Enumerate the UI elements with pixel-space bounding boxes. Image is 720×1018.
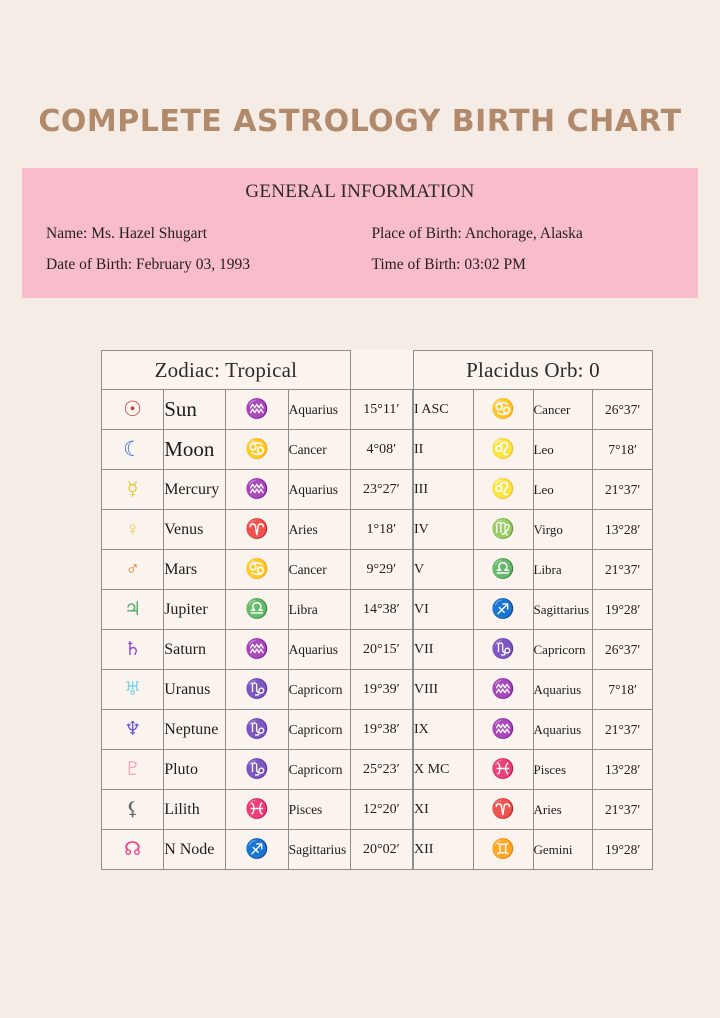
sign-glyph-icon: ♌ — [473, 430, 533, 470]
planet-glyph-icon: ☾ — [102, 430, 164, 470]
sign-name: Leo — [533, 470, 593, 510]
sign-name: Libra — [533, 550, 593, 590]
planet-glyph-icon: ♀ — [102, 510, 164, 550]
house-number: VII — [414, 630, 474, 670]
general-information-fields — [22, 225, 698, 273]
table-row — [414, 590, 653, 630]
table-row — [414, 550, 653, 590]
house-number: XI — [414, 790, 474, 830]
degree-value: 14°38′ — [350, 590, 412, 630]
degree-value: 19°39′ — [350, 670, 412, 710]
degree-value: 21°37′ — [593, 550, 653, 590]
info-value-place: Anchorage, Alaska — [464, 225, 583, 242]
sign-glyph-icon: ♑ — [473, 630, 533, 670]
planet-glyph-icon: ♆ — [102, 710, 164, 750]
info-value-name: Ms. Hazel Shugart — [91, 225, 207, 242]
sign-name: Capricorn — [288, 710, 350, 750]
table-row — [102, 510, 413, 550]
sign-name: Sagittarius — [533, 590, 593, 630]
sign-glyph-icon: ♎ — [226, 590, 288, 630]
sign-name: Gemini — [533, 830, 593, 870]
sign-glyph-icon: ♈ — [226, 510, 288, 550]
degree-value: 26°37′ — [593, 630, 653, 670]
degree-value: 1°18′ — [350, 510, 412, 550]
general-information-panel — [22, 168, 698, 298]
sign-name: Cancer — [288, 430, 350, 470]
houses-table — [413, 350, 653, 870]
table-row — [414, 790, 653, 830]
table-row — [102, 470, 413, 510]
table-row — [414, 750, 653, 790]
page-title: COMPLETE ASTROLOGY BIRTH CHART — [38, 104, 682, 139]
table-row — [414, 830, 653, 870]
degree-value: 20°02′ — [350, 830, 412, 870]
degree-value: 19°38′ — [350, 710, 412, 750]
table-row — [102, 630, 413, 670]
degree-value: 20°15′ — [350, 630, 412, 670]
house-number: II — [414, 430, 474, 470]
sign-glyph-icon: ♑ — [226, 710, 288, 750]
table-row — [414, 670, 653, 710]
table-row — [102, 590, 413, 630]
sign-glyph-icon: ♒ — [226, 470, 288, 510]
sign-name: Aquarius — [533, 670, 593, 710]
sign-glyph-icon: ♐ — [473, 590, 533, 630]
info-label-time: Time of Birth: — [371, 256, 461, 274]
sign-name: Libra — [288, 590, 350, 630]
planet-name: Neptune — [164, 710, 226, 750]
planet-name: Pluto — [164, 750, 226, 790]
house-number: IV — [414, 510, 474, 550]
info-label-name: Name: — [46, 225, 88, 242]
table-row — [102, 550, 413, 590]
planet-name: Uranus — [164, 670, 226, 710]
houses-table-header: Placidus Orb: 0 — [414, 351, 653, 390]
planet-name: N Node — [164, 830, 226, 870]
table-row — [414, 710, 653, 750]
sign-glyph-icon: ♐ — [226, 830, 288, 870]
sign-glyph-icon: ♓ — [226, 790, 288, 830]
planet-name: Saturn — [164, 630, 226, 670]
planet-glyph-icon: ⚸ — [102, 790, 164, 830]
info-label-date: Date of Birth: — [46, 256, 133, 274]
degree-value: 25°23′ — [350, 750, 412, 790]
house-number: XII — [414, 830, 474, 870]
sign-glyph-icon: ♎ — [473, 550, 533, 590]
house-number: I ASC — [414, 390, 474, 430]
planet-name: Mars — [164, 550, 226, 590]
sign-name: Virgo — [533, 510, 593, 550]
sign-glyph-icon: ♓ — [473, 750, 533, 790]
table-row — [414, 470, 653, 510]
sign-glyph-icon: ♑ — [226, 670, 288, 710]
sign-name: Aquarius — [533, 710, 593, 750]
planet-glyph-icon: ♇ — [102, 750, 164, 790]
degree-value: 15°11′ — [350, 390, 412, 430]
sign-name: Capricorn — [288, 750, 350, 790]
planets-table-header: Zodiac: Tropical — [102, 351, 351, 390]
sign-glyph-icon: ♒ — [473, 710, 533, 750]
degree-value: 4°08′ — [350, 430, 412, 470]
degree-value: 21°37′ — [593, 790, 653, 830]
table-row — [102, 750, 413, 790]
sign-name: Aquarius — [288, 630, 350, 670]
planet-glyph-icon: ☉ — [102, 390, 164, 430]
sign-name: Aries — [288, 510, 350, 550]
sign-name: Aquarius — [288, 470, 350, 510]
planet-glyph-icon: ☊ — [102, 830, 164, 870]
sign-glyph-icon: ♌ — [473, 470, 533, 510]
degree-value: 23°27′ — [350, 470, 412, 510]
degree-value: 21°37′ — [593, 710, 653, 750]
info-field-date — [46, 256, 347, 273]
planet-name: Moon — [164, 430, 226, 470]
sign-glyph-icon: ♊ — [473, 830, 533, 870]
sign-glyph-icon: ♋ — [473, 390, 533, 430]
sign-glyph-icon: ♑ — [226, 750, 288, 790]
sign-name: Sagittarius — [288, 830, 350, 870]
planet-name: Mercury — [164, 470, 226, 510]
degree-value: 21°37′ — [593, 470, 653, 510]
planet-name: Jupiter — [164, 590, 226, 630]
planet-glyph-icon: ♂ — [102, 550, 164, 590]
degree-value: 26°37′ — [593, 390, 653, 430]
planet-glyph-icon: ♄ — [102, 630, 164, 670]
sign-glyph-icon: ♈ — [473, 790, 533, 830]
degree-value: 7°18′ — [593, 670, 653, 710]
info-field-time — [347, 256, 674, 273]
table-row — [102, 430, 413, 470]
table-row — [102, 670, 413, 710]
planets-table — [101, 350, 413, 870]
planet-name: Venus — [164, 510, 226, 550]
info-value-date: February 03, 1993 — [135, 256, 251, 274]
house-number: VI — [414, 590, 474, 630]
info-field-place — [347, 225, 674, 242]
degree-value: 13°28′ — [593, 750, 653, 790]
planet-name: Lilith — [164, 790, 226, 830]
house-number: VIII — [414, 670, 474, 710]
table-row — [414, 510, 653, 550]
table-row — [102, 710, 413, 750]
sign-name: Capricorn — [288, 670, 350, 710]
house-number: X MC — [414, 750, 474, 790]
degree-value: 9°29′ — [350, 550, 412, 590]
planet-glyph-icon: ♅ — [102, 670, 164, 710]
degree-value: 19°28′ — [593, 830, 653, 870]
table-row — [102, 830, 413, 870]
sign-name: Pisces — [288, 790, 350, 830]
sign-glyph-icon: ♒ — [473, 670, 533, 710]
sign-name: Cancer — [288, 550, 350, 590]
table-row — [414, 390, 653, 430]
sign-name: Capricorn — [533, 630, 593, 670]
sign-glyph-icon: ♋ — [226, 550, 288, 590]
general-information-heading: GENERAL INFORMATION — [245, 181, 475, 202]
table-row — [102, 790, 413, 830]
house-number: IX — [414, 710, 474, 750]
table-row — [102, 390, 413, 430]
degree-value: 7°18′ — [593, 430, 653, 470]
planet-glyph-icon: ♃ — [102, 590, 164, 630]
sign-name: Pisces — [533, 750, 593, 790]
sign-glyph-icon: ♋ — [226, 430, 288, 470]
info-label-place: Place of Birth: — [371, 225, 462, 242]
chart-tables — [101, 350, 653, 870]
sign-name: Aquarius — [288, 390, 350, 430]
table-row — [414, 630, 653, 670]
planet-glyph-icon: ☿ — [102, 470, 164, 510]
sign-glyph-icon: ♒ — [226, 630, 288, 670]
info-field-name — [46, 225, 347, 242]
degree-value: 19°28′ — [593, 590, 653, 630]
degree-value: 13°28′ — [593, 510, 653, 550]
sign-glyph-icon: ♒ — [226, 390, 288, 430]
sign-name: Leo — [533, 430, 593, 470]
sign-name: Aries — [533, 790, 593, 830]
table-row — [414, 430, 653, 470]
house-number: V — [414, 550, 474, 590]
degree-value: 12°20′ — [350, 790, 412, 830]
house-number: III — [414, 470, 474, 510]
info-value-time: 03:02 PM — [464, 256, 526, 274]
sign-name: Cancer — [533, 390, 593, 430]
planet-name: Sun — [164, 390, 226, 430]
sign-glyph-icon: ♍ — [473, 510, 533, 550]
